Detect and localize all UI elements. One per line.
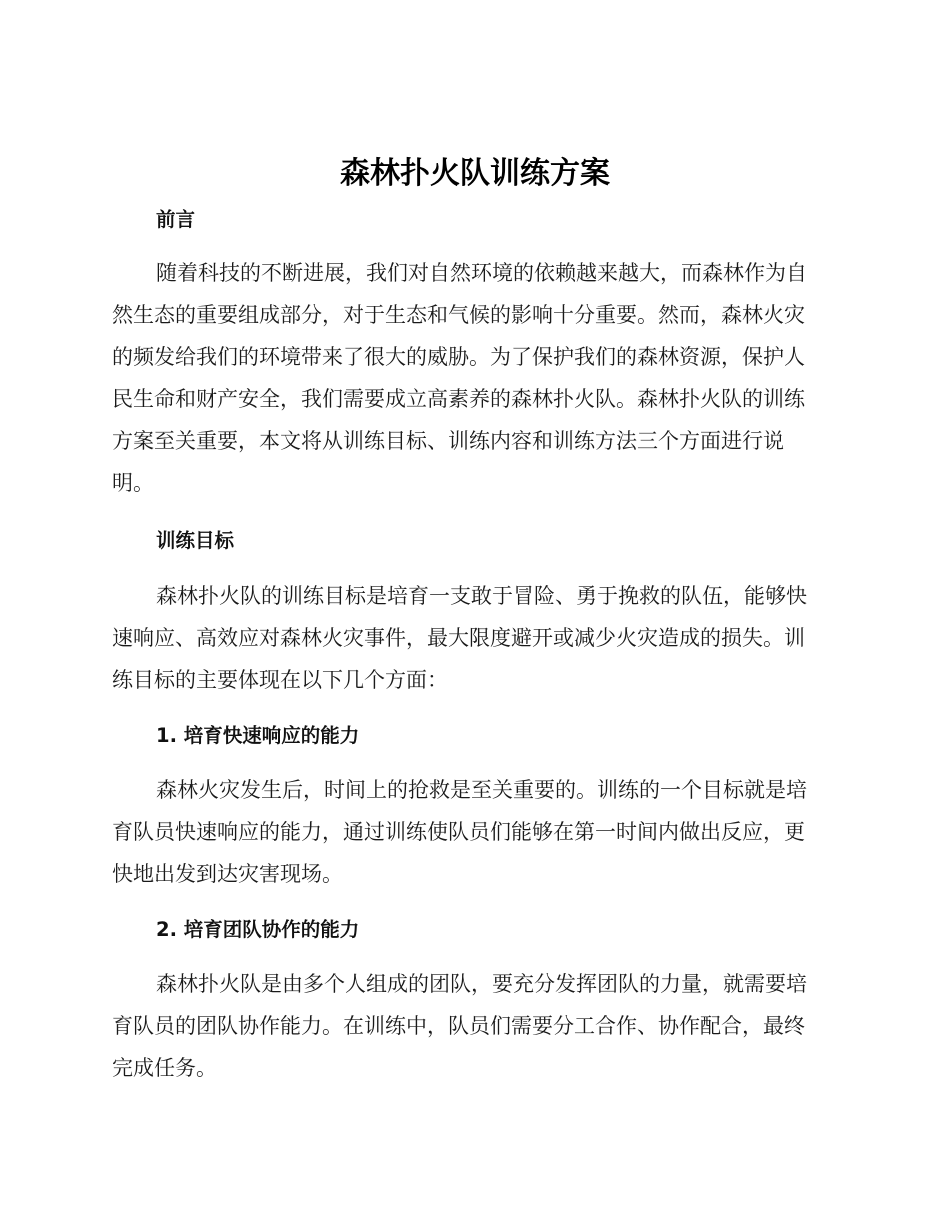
paragraph-line: 育队员快速响应的能力，通过训练使队员们能够在第一时间内做出反应，更 (112, 820, 805, 844)
document-title: 森林扑火队训练方案 (340, 156, 610, 191)
paragraph-line: 速响应、高效应对森林火灾事件，最大限度避开或减少火灾造成的损失。训 (112, 626, 805, 650)
paragraph-line: 的频发给我们的环境带来了很大的威胁。为了保护我们的森林资源，保护人 (112, 345, 805, 369)
section-paragraph-teamwork (112, 963, 832, 1089)
section-heading-training-goals: 训练目标 (156, 529, 235, 552)
paragraph-line: 快地出发到达灾害现场。 (112, 862, 343, 886)
paragraph-line: 明。 (112, 471, 154, 495)
section-heading-teamwork: 2. 培育团队协作的能力 (156, 918, 360, 941)
paragraph-line: 森林扑火队的训练目标是培育一支敢于冒险、勇于挽救的队伍，能够快 (156, 584, 807, 608)
section-paragraph-rapid-response (112, 769, 832, 895)
paragraph-line: 育队员的团队协作能力。在训练中，队员们需要分工合作、协作配合，最终 (112, 1014, 805, 1038)
paragraph-line: 森林扑火队是由多个人组成的团队，要充分发挥团队的力量，就需要培 (156, 972, 807, 996)
section-paragraph-preface (112, 252, 832, 504)
section-heading-preface: 前言 (156, 208, 196, 231)
paragraph-line: 民生命和财产安全，我们需要成立高素养的森林扑火队。森林扑火队的训练 (112, 387, 805, 411)
paragraph-line: 随着科技的不断进展，我们对自然环境的依赖越来越大，而森林作为自 (156, 261, 807, 285)
paragraph-line: 方案至关重要，本文将从训练目标、训练内容和训练方法三个方面进行说 (112, 429, 784, 453)
paragraph-line: 完成任务。 (112, 1056, 217, 1080)
section-heading-rapid-response: 1. 培育快速响应的能力 (156, 724, 360, 747)
paragraph-line: 练目标的主要体现在以下几个方面： (112, 668, 448, 692)
paragraph-line: 然生态的重要组成部分，对于生态和气候的影响十分重要。然而，森林火灾 (112, 303, 805, 327)
paragraph-line: 森林火灾发生后，时间上的抢救是至关重要的。训练的一个目标就是培 (156, 778, 807, 802)
section-paragraph-training-goals (112, 575, 832, 701)
